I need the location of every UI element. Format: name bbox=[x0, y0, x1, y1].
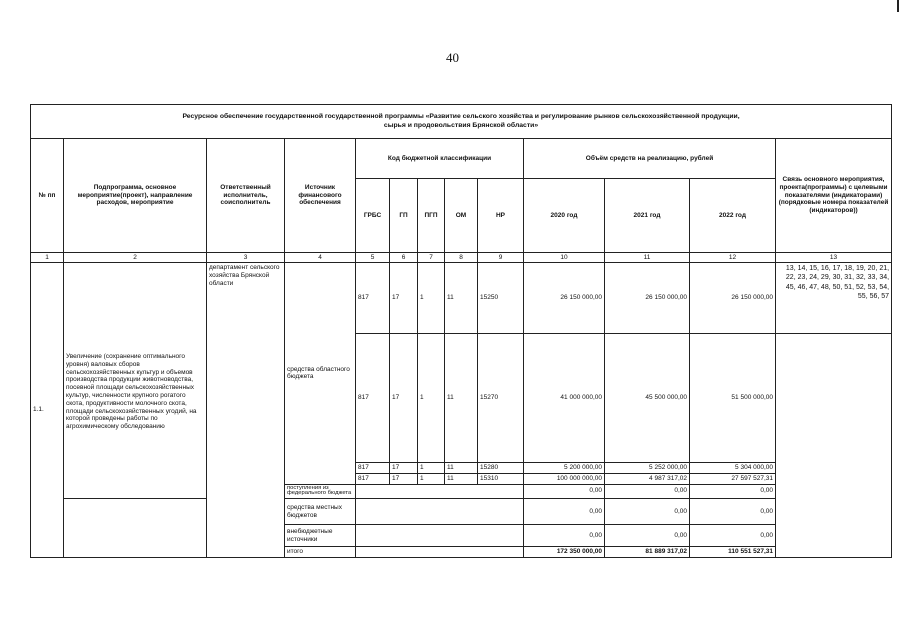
row-number: 1.1. bbox=[31, 263, 64, 558]
col-number: 10 bbox=[524, 253, 605, 263]
description-empty bbox=[64, 499, 207, 558]
page-number: 40 bbox=[446, 50, 459, 65]
value-2020: 41 000 000,00 bbox=[524, 334, 605, 463]
extra-2020: 0,00 bbox=[524, 525, 605, 547]
col-number: 9 bbox=[478, 253, 524, 263]
total-2022: 110 551 527,31 bbox=[690, 547, 776, 558]
federal-code-empty bbox=[356, 484, 524, 499]
header-2021: 2021 год bbox=[605, 179, 690, 253]
om-cell: 11 bbox=[445, 263, 478, 334]
total-code-empty bbox=[356, 547, 524, 558]
event-description: Увеличение (сохранение оптимального уровня) валовых сборов сельскохозяйственных культур и объемов производства продукции животноводства, посевной площади сельскохозяйственных культур, численности крупного рогатого скота, продуктивности молочного скота, площади сельскохозяйственных угодий, на которой проведены работы по агрохимическому обследованию bbox=[64, 263, 207, 499]
value-2022: 51 500 000,00 bbox=[690, 334, 776, 463]
source-extra: внебюджетные источники bbox=[285, 525, 356, 547]
source-local: средства местных бюджетов bbox=[285, 499, 356, 525]
col-number: 5 bbox=[356, 253, 390, 263]
header-budget-code: Код бюджетной классификации bbox=[356, 139, 524, 179]
indicator-links-empty bbox=[776, 334, 892, 558]
header-2020: 2020 год bbox=[524, 179, 605, 253]
local-2021: 0,00 bbox=[605, 499, 690, 525]
pgp-cell: 1 bbox=[418, 473, 445, 484]
nr-cell: 15280 bbox=[478, 463, 524, 474]
extra-code-empty bbox=[356, 525, 524, 547]
extra-2022: 0,00 bbox=[690, 525, 776, 547]
title-line2: сырья и продовольствия Брянской области» bbox=[383, 121, 539, 129]
header-link: Связь основного мероприятия, проекта(программы) с целевыми показателями (индикаторами) (порядковые номера показателей (индикаторов)) bbox=[776, 139, 892, 253]
value-2021: 5 252 000,00 bbox=[605, 463, 690, 474]
gp-cell: 17 bbox=[390, 263, 418, 334]
table-title bbox=[31, 105, 892, 139]
grbs-cell: 817 bbox=[356, 463, 390, 474]
gp-cell: 17 bbox=[390, 463, 418, 474]
nr-cell: 15250 bbox=[478, 263, 524, 334]
pgp-cell: 1 bbox=[418, 463, 445, 474]
om-cell: 11 bbox=[445, 473, 478, 484]
title-line1: Ресурсное обеспечение государственной государственной программы «Развитие сельского хозяйства и регулирование рынков сельскохозяйственной продукции, bbox=[182, 113, 740, 121]
local-2020: 0,00 bbox=[524, 499, 605, 525]
pgp-cell: 1 bbox=[418, 263, 445, 334]
header-nr: НР bbox=[478, 179, 524, 253]
value-2022: 27 597 527,31 bbox=[690, 473, 776, 484]
header-num: № пп bbox=[31, 139, 64, 253]
federal-2020: 0,00 bbox=[524, 484, 605, 499]
col-number: 7 bbox=[418, 253, 445, 263]
col-number: 4 bbox=[285, 253, 356, 263]
pgp-cell: 1 bbox=[418, 334, 445, 463]
federal-2022: 0,00 bbox=[690, 484, 776, 499]
total-2020: 172 350 000,00 bbox=[524, 547, 605, 558]
nr-cell: 15310 bbox=[478, 473, 524, 484]
federal-2021: 0,00 bbox=[605, 484, 690, 499]
local-code-empty bbox=[356, 499, 524, 525]
gp-cell: 17 bbox=[390, 473, 418, 484]
value-2020: 26 150 000,00 bbox=[524, 263, 605, 334]
header-subprogram: Подпрограмма, основное мероприятие(проект), направление расходов, мероприятие bbox=[64, 139, 207, 253]
header-source: Источник финансового обеспечения bbox=[285, 139, 356, 253]
col-number: 13 bbox=[776, 253, 892, 263]
value-2020: 100 000 000,00 bbox=[524, 473, 605, 484]
value-2021: 26 150 000,00 bbox=[605, 263, 690, 334]
col-number: 8 bbox=[445, 253, 478, 263]
extra-2021: 0,00 bbox=[605, 525, 690, 547]
om-cell: 11 bbox=[445, 334, 478, 463]
header-volume: Объём средств на реализацию, рублей bbox=[524, 139, 776, 179]
om-cell: 11 bbox=[445, 463, 478, 474]
value-2021: 45 500 000,00 bbox=[605, 334, 690, 463]
col-number: 12 bbox=[690, 253, 776, 263]
value-2021: 4 987 317,02 bbox=[605, 473, 690, 484]
nr-cell: 15270 bbox=[478, 334, 524, 463]
grbs-cell: 817 bbox=[356, 473, 390, 484]
source-federal: поступления из федерального бюджета bbox=[285, 484, 356, 499]
header-grbs: ГРБС bbox=[356, 179, 390, 253]
col-number: 6 bbox=[390, 253, 418, 263]
total-label: итого bbox=[285, 547, 356, 558]
header-2022: 2022 год bbox=[690, 179, 776, 253]
header-executor: Ответственный исполнитель, соисполнитель bbox=[207, 139, 285, 253]
value-2022: 26 150 000,00 bbox=[690, 263, 776, 334]
total-2021: 81 889 317,02 bbox=[605, 547, 690, 558]
header-gp: ГП bbox=[390, 179, 418, 253]
resource-table bbox=[30, 104, 892, 558]
source-regional: средства областного бюджета bbox=[285, 263, 356, 485]
executor-cell: департамент сельского хозяйства Брянской области bbox=[207, 263, 285, 558]
grbs-cell: 817 bbox=[356, 334, 390, 463]
local-2022: 0,00 bbox=[690, 499, 776, 525]
col-number: 1 bbox=[31, 253, 64, 263]
header-pgp: ПГП bbox=[418, 179, 445, 253]
col-number: 2 bbox=[64, 253, 207, 263]
value-2022: 5 304 000,00 bbox=[690, 463, 776, 474]
grbs-cell: 817 bbox=[356, 263, 390, 334]
col-number: 3 bbox=[207, 253, 285, 263]
edge-mark bbox=[897, 0, 899, 12]
value-2020: 5 200 000,00 bbox=[524, 463, 605, 474]
gp-cell: 17 bbox=[390, 334, 418, 463]
col-number: 11 bbox=[605, 253, 690, 263]
indicator-links: 13, 14, 15, 16, 17, 18, 19, 20, 21, 22, 23, 24, 29, 30, 31, 32, 33, 34, 45, 46, 47, 48, 50, 51, 52, 53, 54, 55, 56, 57 bbox=[776, 263, 892, 334]
header-om: ОМ bbox=[445, 179, 478, 253]
